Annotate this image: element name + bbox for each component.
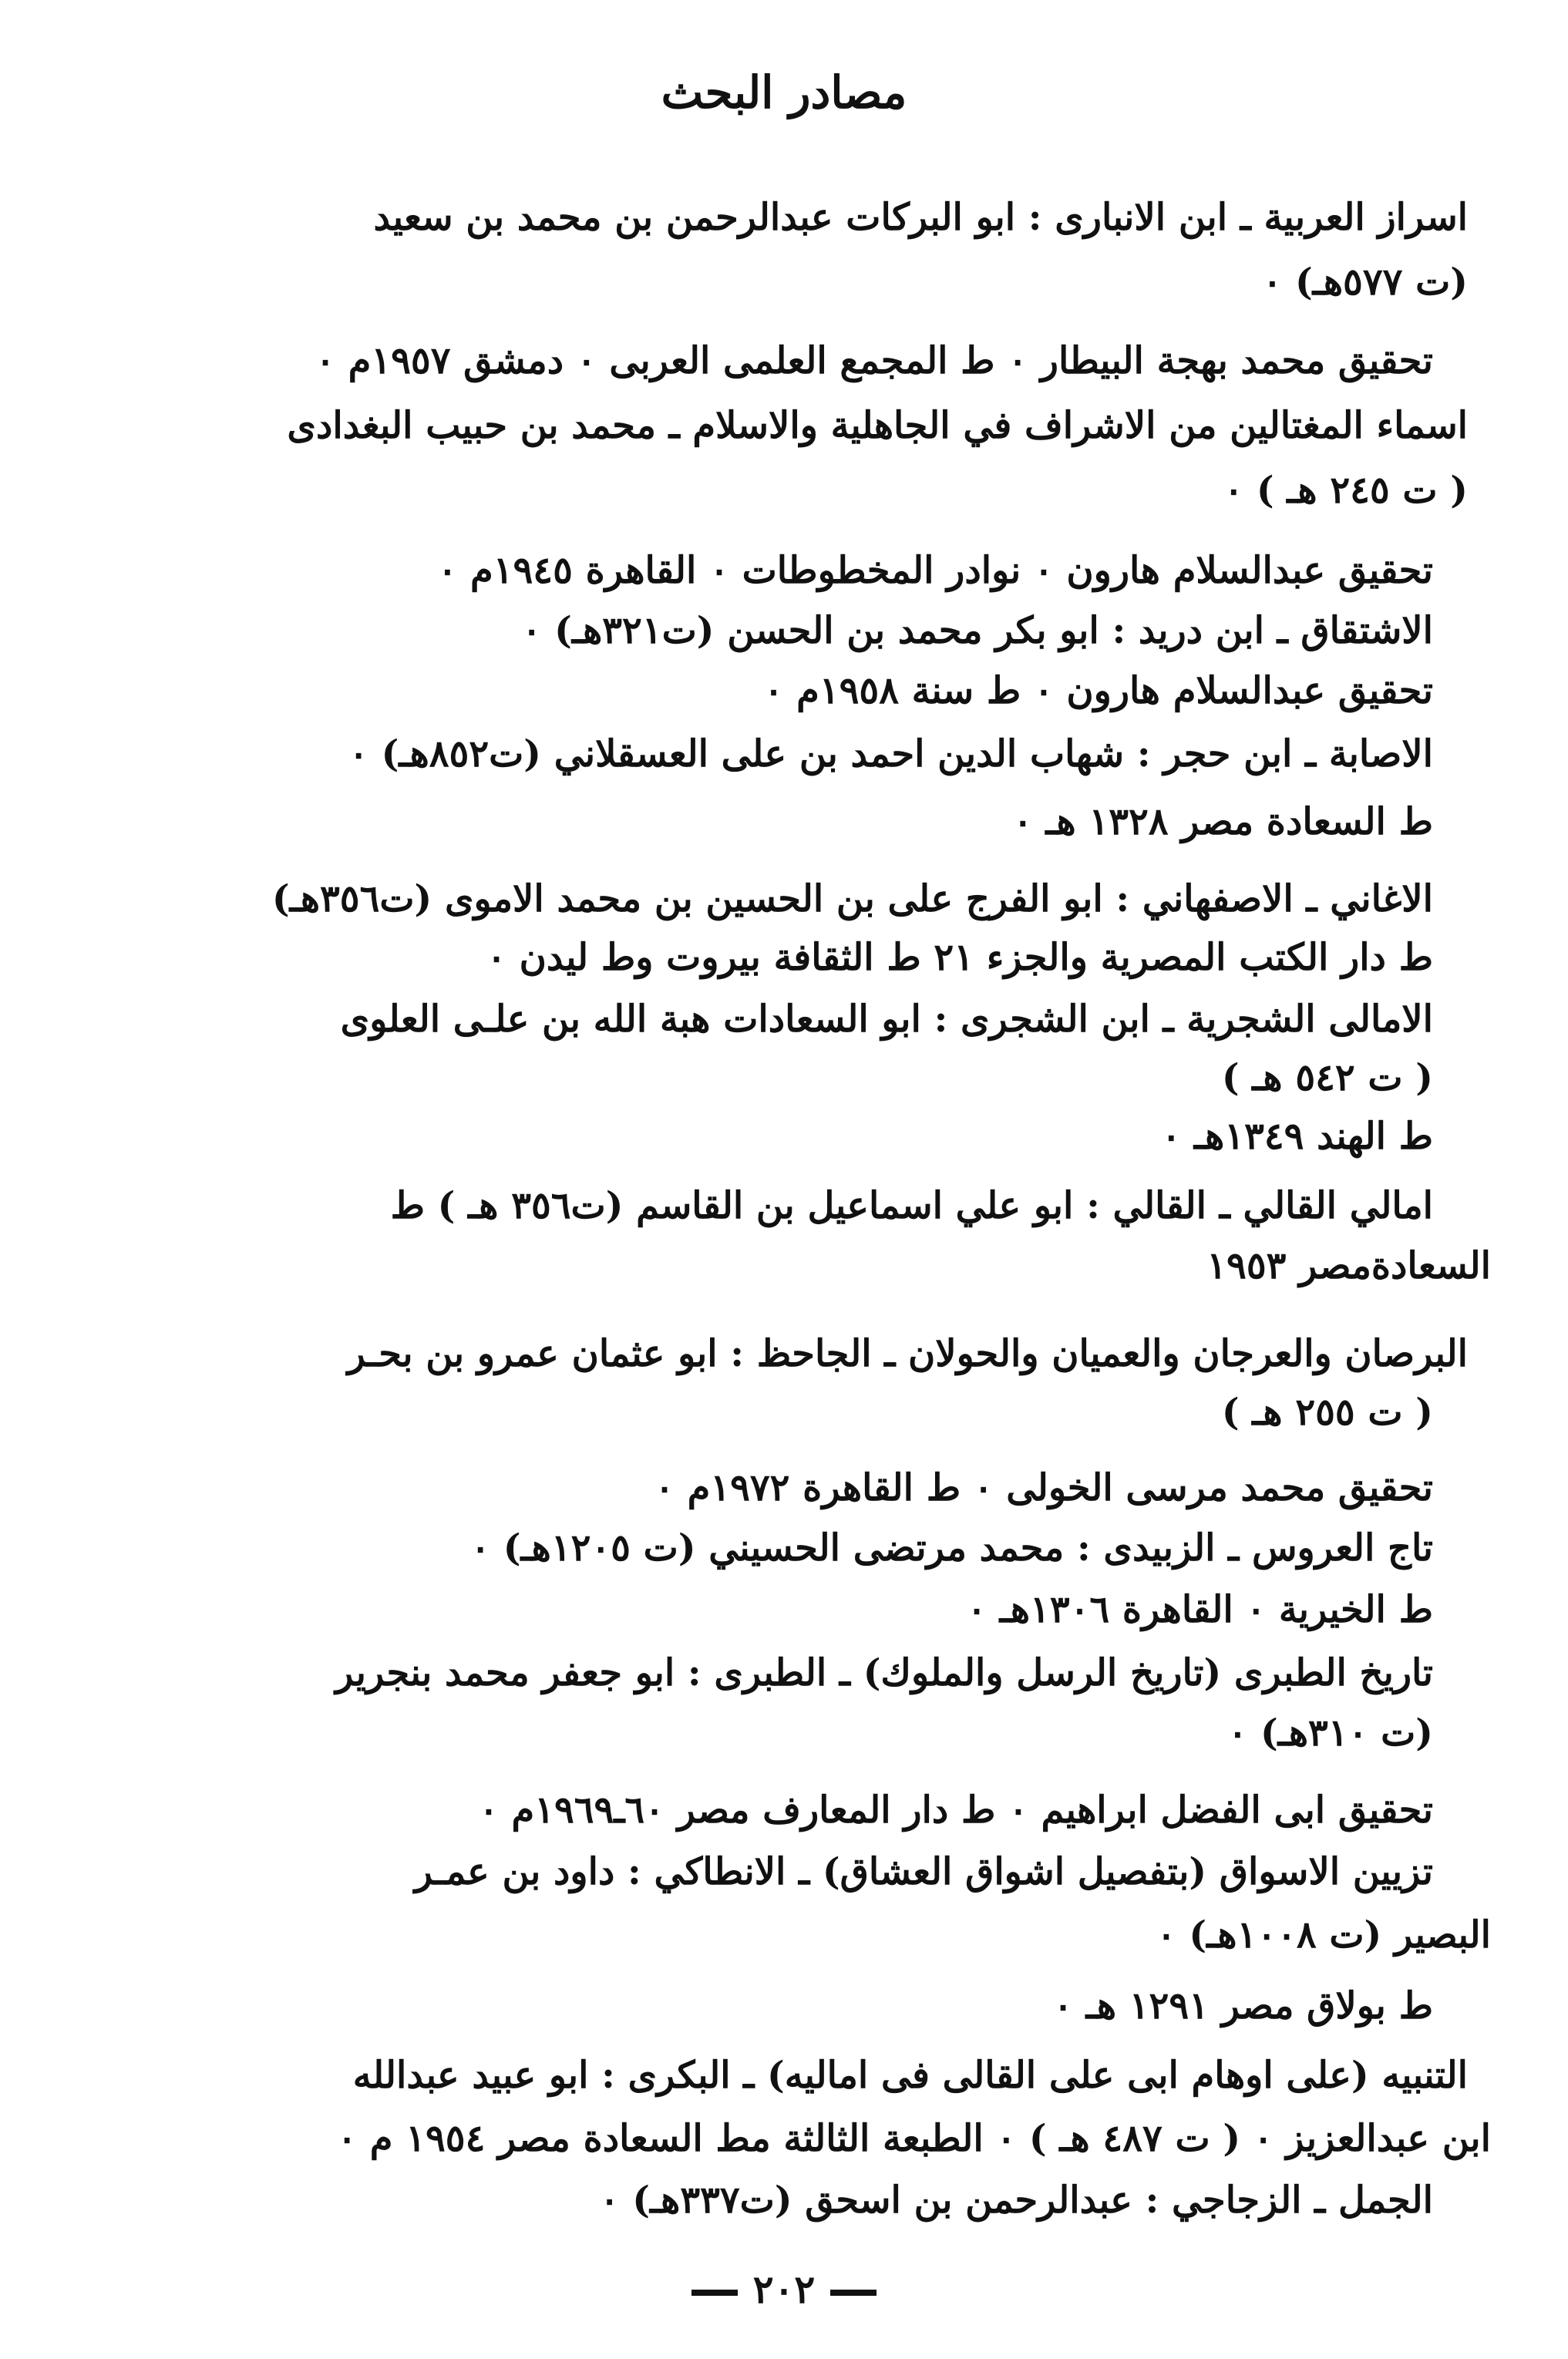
entry-line: تزيين الاسواق (بتفصيل اشواق العشاق) ـ الانطاكي : داود بن عمـر bbox=[414, 1850, 1433, 1893]
entry-line: الاشتقاق ـ ابن دريد : ابو بكر محمد بن الحسن (ت٣٢١هـ) ٠ bbox=[521, 609, 1433, 652]
page-title: مصادر البحث bbox=[661, 66, 907, 119]
entry-line: تاريخ الطبرى (تاريخ الرسل والملوك) ـ الطبرى : ابو جعفر محمد بنجرير bbox=[335, 1651, 1433, 1694]
entry-line: الجمل ـ الزجاجي : عبدالرحمن بن اسحق (ت٣٣٧هـ) ٠ bbox=[599, 2179, 1433, 2222]
entry-line: تاج العروس ـ الزبيدى : محمد مرتضى الحسيني (ت ١٢٠٥هـ) ٠ bbox=[470, 1526, 1433, 1570]
entry-line: الاصابة ـ ابن حجر : شهاب الدين احمد بن على العسقلاني (ت٨٥٢هـ) ٠ bbox=[348, 732, 1433, 776]
entry-line: (ت ٥٧٧هـ) ٠ bbox=[1262, 261, 1468, 304]
entry-line: الاغاني ـ الاصفهاني : ابو الفرج على بن الحسين بن محمد الاموى (ت٣٥٦هـ) bbox=[271, 877, 1433, 920]
entry-line: الامالى الشجرية ـ ابن الشجرى : ابو السعادات هبة الله بن علـى العلوى bbox=[340, 998, 1433, 1041]
entry-line: اسماء المغتالين من الاشراف في الجاهلية والاسلام ـ محمد بن حبيب البغدادى bbox=[287, 404, 1468, 447]
entry-line: ط الهند ١٣٤٩هـ ٠ bbox=[1161, 1115, 1433, 1158]
page-number bbox=[0, 2266, 1568, 2312]
entry-line: البرصان والعرجان والعميان والحولان ـ الجاحظ : ابو عثمان عمرو بن بحـر bbox=[347, 1332, 1468, 1375]
entry-line: البصير (ت ١٠٠٨هـ) ٠ bbox=[1156, 1913, 1491, 1957]
entry-line: تحقيق عبدالسلام هارون ٠ ط سنة ١٩٥٨م ٠ bbox=[763, 669, 1433, 712]
entry-line: السعادةمصر ١٩٥٣ bbox=[1206, 1244, 1491, 1287]
entry-line: تحقيق محمد بهجة البيطار ٠ ط المجمع العلمى العربى ٠ دمشق ١٩٥٧م ٠ bbox=[315, 339, 1433, 382]
entry-line: ( ت ٢٤٥ هـ ) ٠ bbox=[1223, 469, 1468, 512]
entry-line: ط السعادة مصر ١٣٢٨ هـ ٠ bbox=[1012, 800, 1433, 843]
entry-line: ط دار الكتب المصرية والجزء ٢١ ط الثقافة بيروت وط ليدن ٠ bbox=[486, 936, 1433, 979]
entry-line: (ت ٣١٠هـ) ٠ bbox=[1227, 1711, 1433, 1755]
page-number-text: ٢٠٢ bbox=[752, 2266, 816, 2312]
entry-line: امالي القالي ـ القالي : ابو علي اسماعيل بن القاسم (ت٣٥٦ هـ ) ط bbox=[390, 1184, 1433, 1227]
page-number-dash-left bbox=[691, 2290, 738, 2296]
page-number-dash-right bbox=[830, 2290, 877, 2296]
entry-line: تحقيق ابى الفضل ابراهيم ٠ ط دار المعارف مصر ٦٠ـ١٩٦٩م ٠ bbox=[478, 1789, 1433, 1832]
entry-line: اسراز العربية ـ ابن الانبارى : ابو البركات عبدالرحمن بن محمد بن سعيد bbox=[373, 196, 1468, 239]
entry-line: تحقيق محمد مرسى الخولى ٠ ط القاهرة ١٩٧٢م ٠ bbox=[654, 1466, 1433, 1509]
entry-line: تحقيق عبدالسلام هارون ٠ نوادر المخطوطات ٠ القاهرة ١٩٤٥م ٠ bbox=[437, 549, 1433, 592]
entry-line: التنبيه (على اوهام ابى على القالى فى اماليه) ـ البكرى : ابو عبيد عبدالله bbox=[352, 2054, 1468, 2097]
entry-line: ابن عبدالعزيز ٠ ( ت ٤٨٧ هـ ) ٠ الطبعة الثالثة مط السعادة مصر ١٩٥٤ م ٠ bbox=[337, 2117, 1491, 2160]
entry-line: ( ت ٥٤٢ هـ ) bbox=[1221, 1056, 1433, 1099]
entry-line: ( ت ٢٥٥ هـ ) bbox=[1221, 1391, 1433, 1434]
entry-line: ط الخيرية ٠ القاهرة ١٣٠٦هـ ٠ bbox=[967, 1588, 1433, 1631]
entry-line: ط بولاق مصر ١٢٩١ هـ ٠ bbox=[1053, 1984, 1433, 2028]
